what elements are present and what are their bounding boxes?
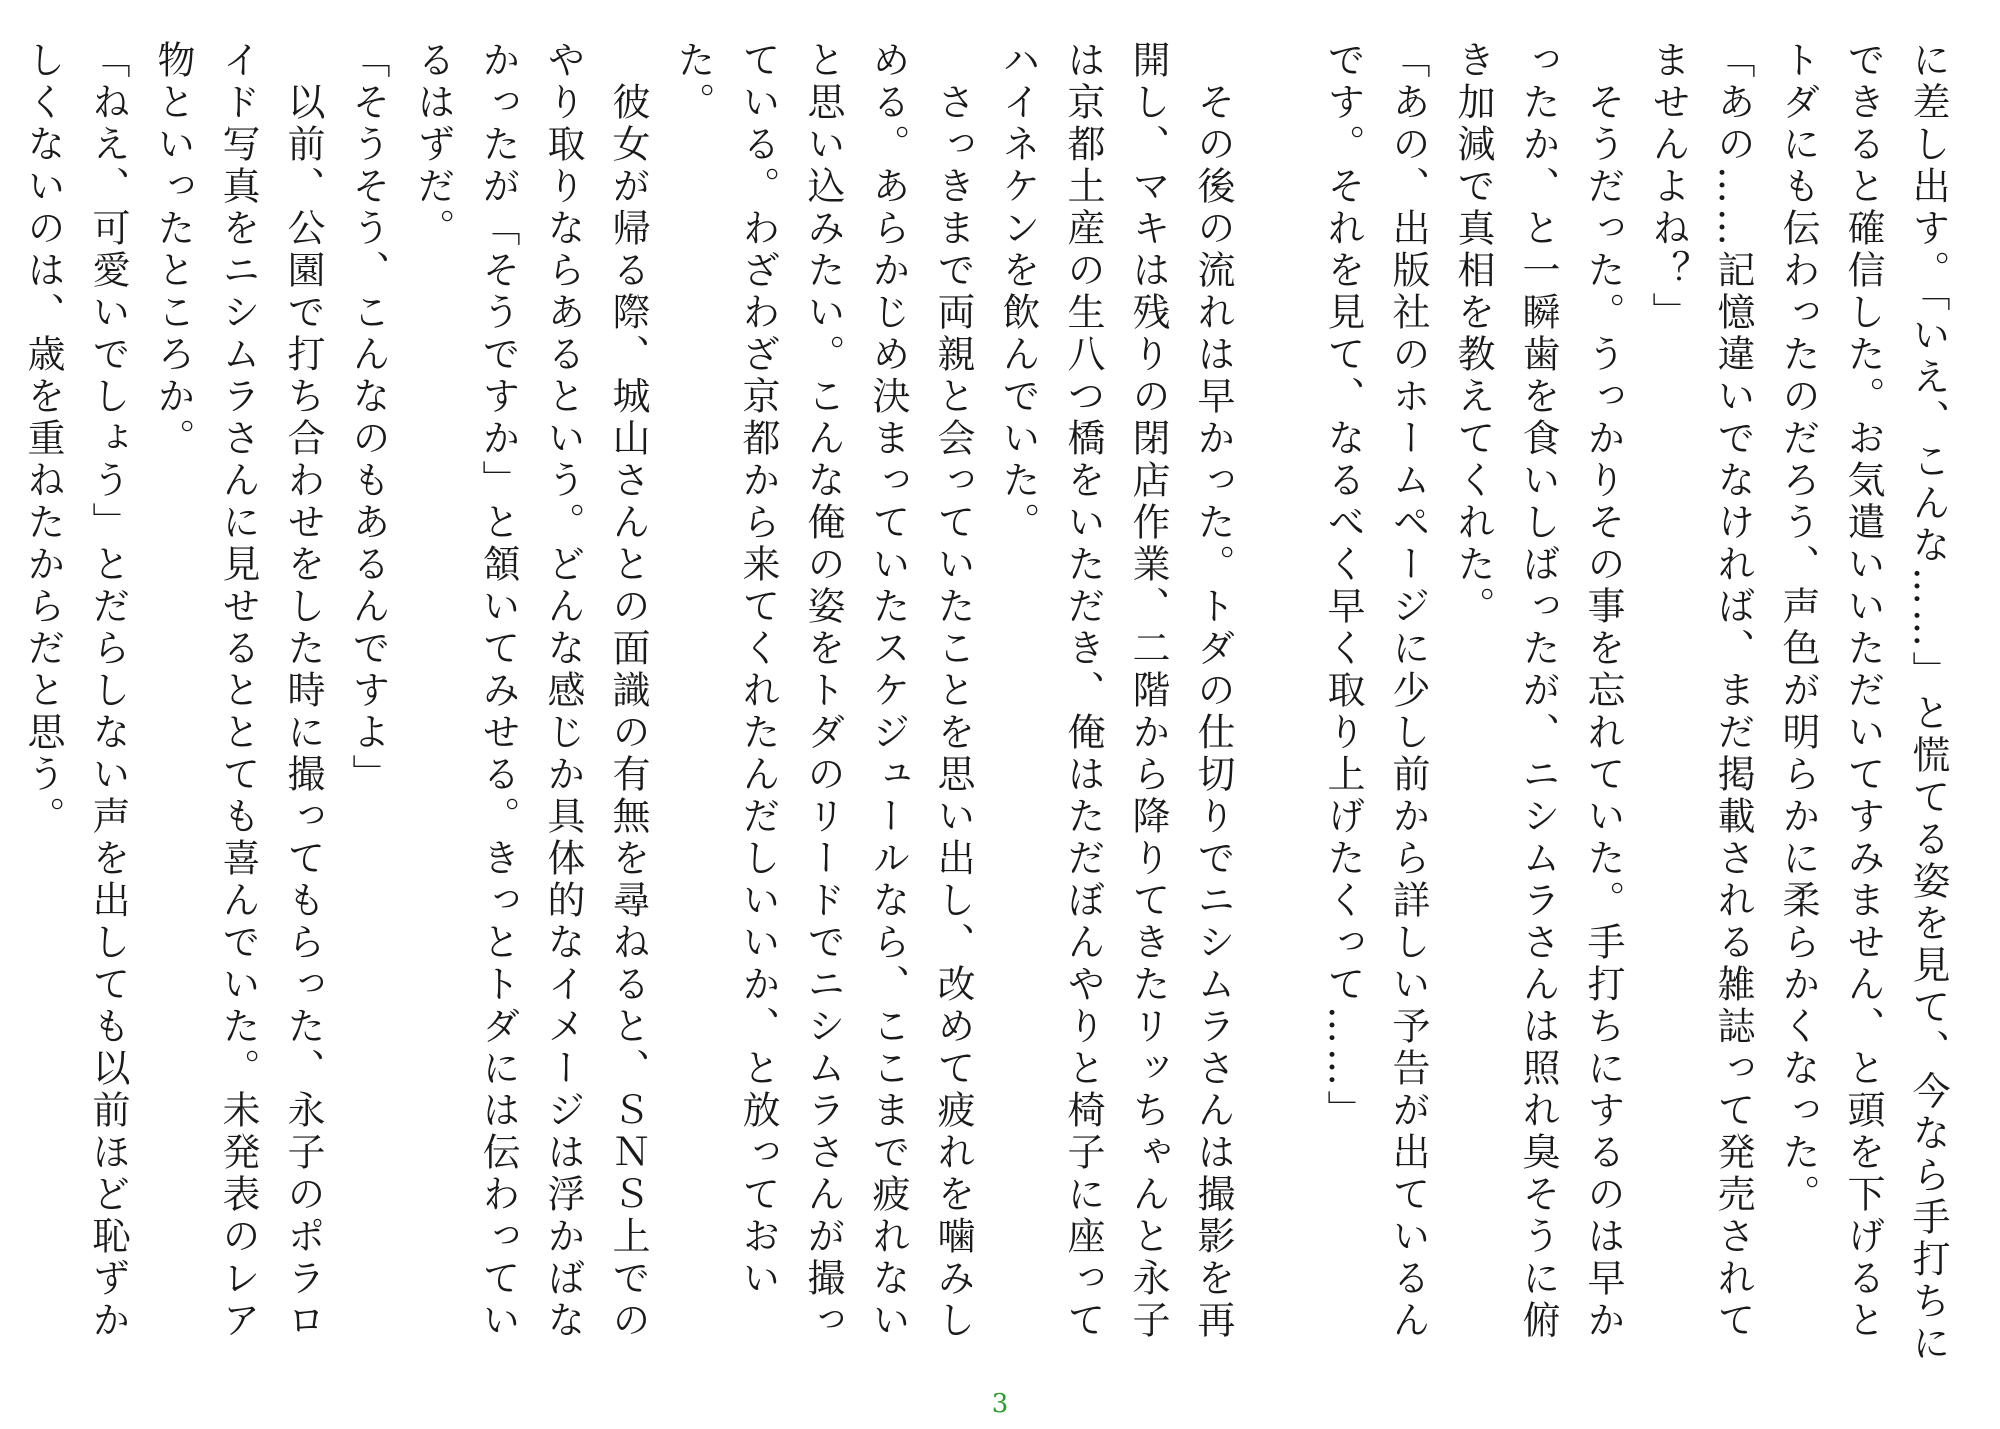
section-break <box>1245 40 1310 50</box>
paragraph-4-dialogue: 「あの、出版社のホームページに少し前から詳しい予告が出ているんです。それを見て、なるべく早く取り上げたくって……」 <box>1321 40 1430 1342</box>
paragraph-1: に差し出す。「いえ、こんな……」と慌てる姿を見て、今なら手打ちにできると確信した。お気遣いいただいてすみません、と頭を下げるとトダにも伝わったのだろう、声色が明らかに柔らかくなった。 <box>1776 40 1950 1365</box>
paragraph-6: さっきまで両親と会っていたことを思い出し、改めて疲れを噛みしめる。あらかじめ決まっていたスケジュールなら、ここまで疲れないと思い込みたい。こんな俺の姿をトダのリードでニシムラさんが撮っている。わざわざ京都から来てくれたんだしいいか、と放っておいた。 <box>671 40 975 1342</box>
paragraph-9: 以前、公園で打ち合わせをした時に撮ってもらった、永子のポラロイド写真をニシムラさんに見せるととても喜んでいた。未発表のレア物といったところか。 <box>151 40 325 1342</box>
paragraph-2-dialogue: 「あの……記憶違いでなければ、まだ掲載される雑誌って発売されてませんよね？」 <box>1646 40 1755 1342</box>
paragraph-10-dialogue: 「ねえ、可愛いでしょう」とだらしない声を出しても以前ほど恥ずかしくないのは、歳を重ねたからだと思う。 <box>21 40 130 1342</box>
paragraph-8-dialogue: 「そうそう、こんなのもあるんですよ」 <box>346 40 390 796</box>
paragraph-3: そうだった。うっかりその事を忘れていた。手打ちにするのは早かったか、と一瞬歯を食いしばったが、ニシムラさんは照れ臭そうに俯き加減で真相を教えてくれた。 <box>1451 40 1625 1342</box>
paragraph-5: その後の流れは早かった。トダの仕切りでニシムラさんは撮影を再開し、マキは残りの閉店作業、二階から降りてきたリッちゃんと永子は京都土産の生八つ橋をいただき、俺はただぼんやりと椅子に座ってハイネケンを飲んでいた。 <box>996 40 1235 1342</box>
vertical-text-body <box>10 40 1960 1370</box>
page-number: 3 <box>991 1389 1009 1419</box>
paragraph-7: 彼女が帰る際、城山さんとの面識の有無を尋ねると、ＳＮＳ上でのやり取りならあるという。どんな感じか具体的なイメージは浮かばなかったが「そうですか」と頷いてみせる。きっとトダには伝わっているはずだ。 <box>411 40 650 1342</box>
